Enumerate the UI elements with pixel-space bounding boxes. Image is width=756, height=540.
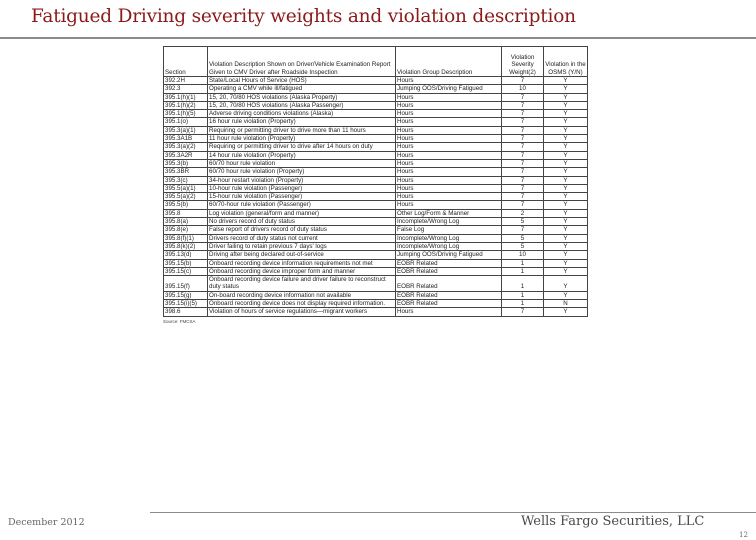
- cell-description: On-board recording device information not available: [208, 291, 396, 299]
- table-row: [164, 184, 588, 192]
- cell-oos: Y: [544, 226, 588, 234]
- cell-oos: Y: [544, 218, 588, 226]
- cell-group: Incomplete/Wrong Log: [396, 242, 502, 250]
- cell-oos: Y: [544, 242, 588, 250]
- header-oosms: Violation in the OSMS (Y/N): [544, 47, 588, 77]
- cell-description: 15, 20, 70/80 HOS violations (Alaska Passenger): [208, 101, 396, 109]
- cell-description: Operating a CMV while ill/fatigued: [208, 85, 396, 93]
- header-group: Violation Group Description: [396, 47, 502, 77]
- footer-divider: [150, 512, 756, 513]
- table-row: [164, 193, 588, 201]
- cell-weight: 1: [502, 259, 544, 267]
- cell-group: Hours: [396, 176, 502, 184]
- cell-oos: Y: [544, 126, 588, 134]
- cell-group: Hours: [396, 184, 502, 192]
- table-row: [164, 308, 588, 316]
- cell-weight: 10: [502, 85, 544, 93]
- cell-oos: Y: [544, 291, 588, 299]
- cell-weight: 1: [502, 276, 544, 292]
- cell-oos: Y: [544, 151, 588, 159]
- cell-weight: 7: [502, 135, 544, 143]
- cell-weight: 7: [502, 168, 544, 176]
- cell-section: 395.13(d): [164, 251, 208, 259]
- cell-description: Adverse driving conditions violations (Alaska): [208, 110, 396, 118]
- cell-group: EOBR Related: [396, 267, 502, 275]
- table-row: [164, 159, 588, 167]
- violation-table: [163, 46, 588, 317]
- table-row: [164, 201, 588, 209]
- cell-group: Hours: [396, 135, 502, 143]
- table-row: [164, 85, 588, 93]
- cell-group: Hours: [396, 151, 502, 159]
- table-row: [164, 118, 588, 126]
- cell-group: Other Log/Form & Manner: [396, 209, 502, 217]
- table-row: [164, 226, 588, 234]
- cell-oos: Y: [544, 159, 588, 167]
- cell-weight: 7: [502, 101, 544, 109]
- cell-group: Hours: [396, 118, 502, 126]
- cell-description: 15, 20, 70/80 HOS violations (Alaska Property): [208, 93, 396, 101]
- cell-group: Hours: [396, 143, 502, 151]
- cell-section: 395.8(a): [164, 218, 208, 226]
- cell-weight: 7: [502, 184, 544, 192]
- cell-description: Violation of hours of service regulations—migrant workers: [208, 308, 396, 316]
- cell-weight: 7: [502, 93, 544, 101]
- cell-weight: 10: [502, 251, 544, 259]
- cell-section: 395.3A1B: [164, 135, 208, 143]
- cell-description: 60/70 hour rule violation (Property): [208, 168, 396, 176]
- cell-description: 15-hour rule violation (Passenger): [208, 193, 396, 201]
- cell-oos: Y: [544, 209, 588, 217]
- cell-group: Hours: [396, 168, 502, 176]
- cell-weight: 5: [502, 234, 544, 242]
- cell-oos: Y: [544, 77, 588, 85]
- cell-section: 395.3(a)(1): [164, 126, 208, 134]
- cell-section: 392.3: [164, 85, 208, 93]
- header-divider: [0, 37, 756, 39]
- table-row: [164, 251, 588, 259]
- page-number: 12: [739, 531, 748, 539]
- cell-oos: Y: [544, 259, 588, 267]
- cell-oos: Y: [544, 118, 588, 126]
- cell-section: 395.5(a)(1): [164, 184, 208, 192]
- cell-group: Hours: [396, 159, 502, 167]
- cell-weight: 7: [502, 151, 544, 159]
- cell-oos: N: [544, 300, 588, 308]
- cell-section: 395.5(b): [164, 201, 208, 209]
- table-row: [164, 77, 588, 85]
- table-row: [164, 151, 588, 159]
- footer-date: December 2012: [8, 517, 85, 528]
- cell-oos: Y: [544, 93, 588, 101]
- cell-weight: 5: [502, 218, 544, 226]
- cell-oos: Y: [544, 184, 588, 192]
- cell-group: EOBR Related: [396, 276, 502, 292]
- cell-weight: 7: [502, 308, 544, 316]
- header-section: Section: [164, 47, 208, 77]
- cell-description: Requiring or permitting driver to drive after 14 hours on duty: [208, 143, 396, 151]
- header-weight: Violation Severity Weight(2): [502, 47, 544, 77]
- cell-oos: Y: [544, 110, 588, 118]
- slide-title: Fatigued Driving severity weights and violation description: [31, 6, 576, 27]
- cell-section: 395.8(e): [164, 226, 208, 234]
- cell-description: Log violation (general/form and manner): [208, 209, 396, 217]
- table-row: [164, 234, 588, 242]
- cell-oos: Y: [544, 251, 588, 259]
- cell-weight: 2: [502, 209, 544, 217]
- cell-description: 34-hour restart violation (Property): [208, 176, 396, 184]
- cell-section: 395.3(b): [164, 159, 208, 167]
- cell-description: Onboard recording device improper form and manner: [208, 267, 396, 275]
- cell-weight: 7: [502, 77, 544, 85]
- cell-description: 16 hour rule violation (Property): [208, 118, 396, 126]
- cell-group: Hours: [396, 110, 502, 118]
- footer-company: Wells Fargo Securities, LLC: [521, 514, 705, 529]
- cell-oos: Y: [544, 168, 588, 176]
- cell-weight: 7: [502, 118, 544, 126]
- cell-section: 395.3A2R: [164, 151, 208, 159]
- cell-section: 392.2H: [164, 77, 208, 85]
- cell-group: False Log: [396, 226, 502, 234]
- cell-section: 398.6: [164, 308, 208, 316]
- cell-oos: Y: [544, 276, 588, 292]
- cell-section: 395.8(k)(2): [164, 242, 208, 250]
- table-row: [164, 218, 588, 226]
- cell-description: 60/70-hour rule violation (Passenger): [208, 201, 396, 209]
- cell-oos: Y: [544, 193, 588, 201]
- table-row: [164, 135, 588, 143]
- table-row: [164, 209, 588, 217]
- table-header-row: [164, 47, 588, 77]
- table-row: [164, 168, 588, 176]
- table-row: [164, 93, 588, 101]
- cell-section: 395.5(a)(2): [164, 193, 208, 201]
- cell-section: 395.15(i)(5): [164, 300, 208, 308]
- table-row: [164, 242, 588, 250]
- table-row: [164, 276, 588, 292]
- cell-description: No drivers record of duty status: [208, 218, 396, 226]
- cell-weight: 5: [502, 242, 544, 250]
- cell-section: 395.3BR: [164, 168, 208, 176]
- cell-description: 10-hour rule violation (Passenger): [208, 184, 396, 192]
- table-row: [164, 126, 588, 134]
- cell-section: 395.3(a)(2): [164, 143, 208, 151]
- cell-group: Incomplete/Wrong Log: [396, 218, 502, 226]
- cell-description: 14 hour rule violation (Property): [208, 151, 396, 159]
- cell-section: 395.15(g): [164, 291, 208, 299]
- cell-group: EOBR Related: [396, 300, 502, 308]
- cell-section: 395.15(b): [164, 259, 208, 267]
- cell-group: Jumping OOS/Driving Fatigued: [396, 251, 502, 259]
- table-row: [164, 291, 588, 299]
- cell-weight: 7: [502, 193, 544, 201]
- cell-description: Driver failing to retain previous 7 days' logs: [208, 242, 396, 250]
- cell-weight: 1: [502, 300, 544, 308]
- cell-group: Hours: [396, 101, 502, 109]
- cell-oos: Y: [544, 135, 588, 143]
- cell-group: Hours: [396, 201, 502, 209]
- cell-group: Hours: [396, 193, 502, 201]
- table-row: [164, 143, 588, 151]
- header-description: Violation Description Shown on Driver/Vehicle Examination Report Given to CMV Driver after Roadside Inspection: [208, 47, 396, 77]
- cell-group: Incomplete/Wrong Log: [396, 234, 502, 242]
- table-row: [164, 300, 588, 308]
- cell-weight: 7: [502, 143, 544, 151]
- cell-section: 395.8(f)(1): [164, 234, 208, 242]
- table-body: [164, 77, 588, 317]
- cell-group: Jumping OOS/Driving Fatigued: [396, 85, 502, 93]
- cell-group: Hours: [396, 93, 502, 101]
- cell-description: Onboard recording device does not display required information.: [208, 300, 396, 308]
- cell-section: 395.1(h)(1): [164, 93, 208, 101]
- table-row: [164, 110, 588, 118]
- cell-description: Driving after being declared out-of-service: [208, 251, 396, 259]
- cell-description: Onboard recording device information requirements not met: [208, 259, 396, 267]
- cell-group: EOBR Related: [396, 259, 502, 267]
- cell-section: 395.3(c): [164, 176, 208, 184]
- cell-section: 395.8: [164, 209, 208, 217]
- cell-description: False report of drivers record of duty status: [208, 226, 396, 234]
- cell-description: Onboard recording device failure and driver failure to reconstruct duty status: [208, 276, 396, 292]
- cell-oos: Y: [544, 308, 588, 316]
- cell-oos: Y: [544, 267, 588, 275]
- cell-oos: Y: [544, 201, 588, 209]
- cell-weight: 7: [502, 110, 544, 118]
- cell-group: Hours: [396, 77, 502, 85]
- cell-oos: Y: [544, 101, 588, 109]
- cell-group: Hours: [396, 126, 502, 134]
- source-note: Source: FMCSA: [163, 318, 196, 324]
- cell-description: State/Local Hours of Service (HOS): [208, 77, 396, 85]
- cell-description: Requiring or permitting driver to drive more than 11 hours: [208, 126, 396, 134]
- table-row: [164, 259, 588, 267]
- cell-section: 395.1(o): [164, 118, 208, 126]
- cell-weight: 7: [502, 126, 544, 134]
- cell-weight: 1: [502, 267, 544, 275]
- cell-weight: 7: [502, 226, 544, 234]
- cell-weight: 7: [502, 201, 544, 209]
- violation-table-container: [163, 46, 587, 324]
- cell-section: 395.15(c): [164, 267, 208, 275]
- cell-oos: Y: [544, 176, 588, 184]
- table-row: [164, 101, 588, 109]
- cell-oos: Y: [544, 234, 588, 242]
- cell-description: 11 hour rule violation (Property): [208, 135, 396, 143]
- cell-description: 60/70 hour rule violation: [208, 159, 396, 167]
- cell-weight: 7: [502, 159, 544, 167]
- cell-section: 395.1(h)(2): [164, 101, 208, 109]
- table-row: [164, 267, 588, 275]
- cell-oos: Y: [544, 143, 588, 151]
- cell-group: EOBR Related: [396, 291, 502, 299]
- cell-description: Drivers record of duty status not current: [208, 234, 396, 242]
- cell-weight: 7: [502, 176, 544, 184]
- cell-section: 395.15(f): [164, 276, 208, 292]
- cell-oos: Y: [544, 85, 588, 93]
- cell-section: 395.1(h)(5): [164, 110, 208, 118]
- cell-weight: 1: [502, 291, 544, 299]
- cell-group: Hours: [396, 308, 502, 316]
- table-row: [164, 176, 588, 184]
